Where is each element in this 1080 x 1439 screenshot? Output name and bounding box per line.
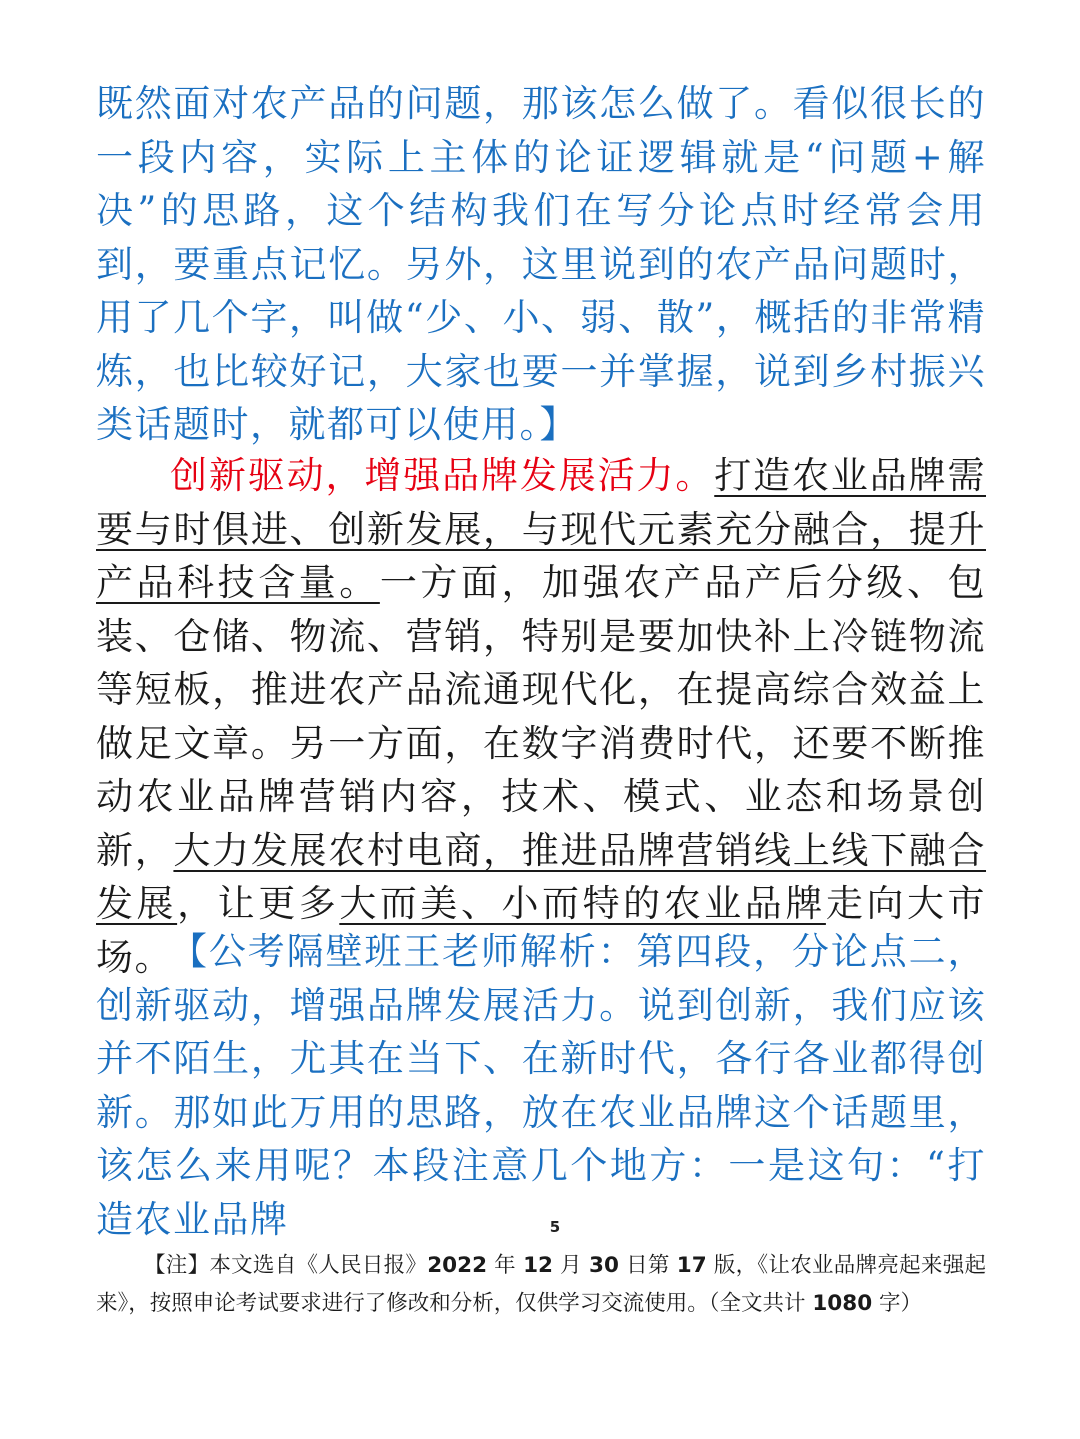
source-note (96, 1247, 986, 1323)
section-heading: 创新驱动，增强品牌发展活力。 (170, 454, 715, 497)
underlined-phrase: 大力发展农村电商，推进品牌营销线上线下融合发展 (96, 828, 987, 925)
note-year: 2022 (427, 1253, 488, 1278)
note-text: 版，《让农业品牌亮起来强起来》，按照申论考试要求进行了修改和分析，仅供学习交流使用。（全文共计 (96, 1253, 986, 1316)
underlined-key-sentence: 打造农业品牌需要与时俱进、创新发展，与现代元素充分融合，提升产品科技含量。 (96, 454, 986, 604)
body-text: ，让更多 (177, 882, 340, 925)
page-number: 5 (549, 1218, 561, 1236)
note-text: 日第 (618, 1253, 677, 1278)
analysis-text: 【公考隔壁班王老师解析：第四段，分论点二，创新驱动，增强品牌发展活力。说到创新，我们应该并不陌生，尤其在当下、在新时代，各行各业都得创新。那如此万用的思路，放在农业品牌这个话题里，该怎么来用呢？本段注意几个地方：一是这句：“打造农业品牌 (96, 930, 986, 1241)
note-text: 字） (872, 1291, 923, 1316)
note-text: 年 (487, 1253, 524, 1278)
analysis-text: 既然面对农产品的问题，那该怎么做了。看似很长的一段内容，实际上主体的论证逻辑就是“问题+解决”的思路，这个结构我们在写分论点时经常会用到，要重点记忆。另外，这里说到的农产品问题时，用了几个字，叫做“少、小、弱、散”，概括的非常精炼，也比较好记，大家也要一并掌握，说到乡村振兴类话题时，就都可以使用。】 (96, 82, 986, 446)
note-text: 【注】本文选自《人民日报》 (144, 1253, 428, 1278)
analysis-paragraph-continued (96, 77, 986, 452)
body-text: 一方面，加强农产品产后分级、包装、仓储、物流、营销，特别是要加快补上冷链物流等短板，推进农产品流通现代化，在提高综合效益上做足文章。另一方面，在数字消费时代，还要不断推动农业品牌营销内容，技术、模式、业态和场景创新， (96, 561, 987, 872)
note-day: 30 (589, 1253, 619, 1278)
underlined-phrase: 大而美、小而特的农业品牌 (339, 882, 826, 925)
note-edition: 17 (676, 1253, 707, 1278)
note-month: 12 (523, 1253, 554, 1278)
body-text: 走向大市场。 (96, 882, 987, 979)
note-word-count: 1080 (812, 1291, 873, 1316)
note-text: 月 (553, 1253, 590, 1278)
analysis-paragraph (96, 925, 986, 1246)
body-paragraph (96, 449, 986, 984)
